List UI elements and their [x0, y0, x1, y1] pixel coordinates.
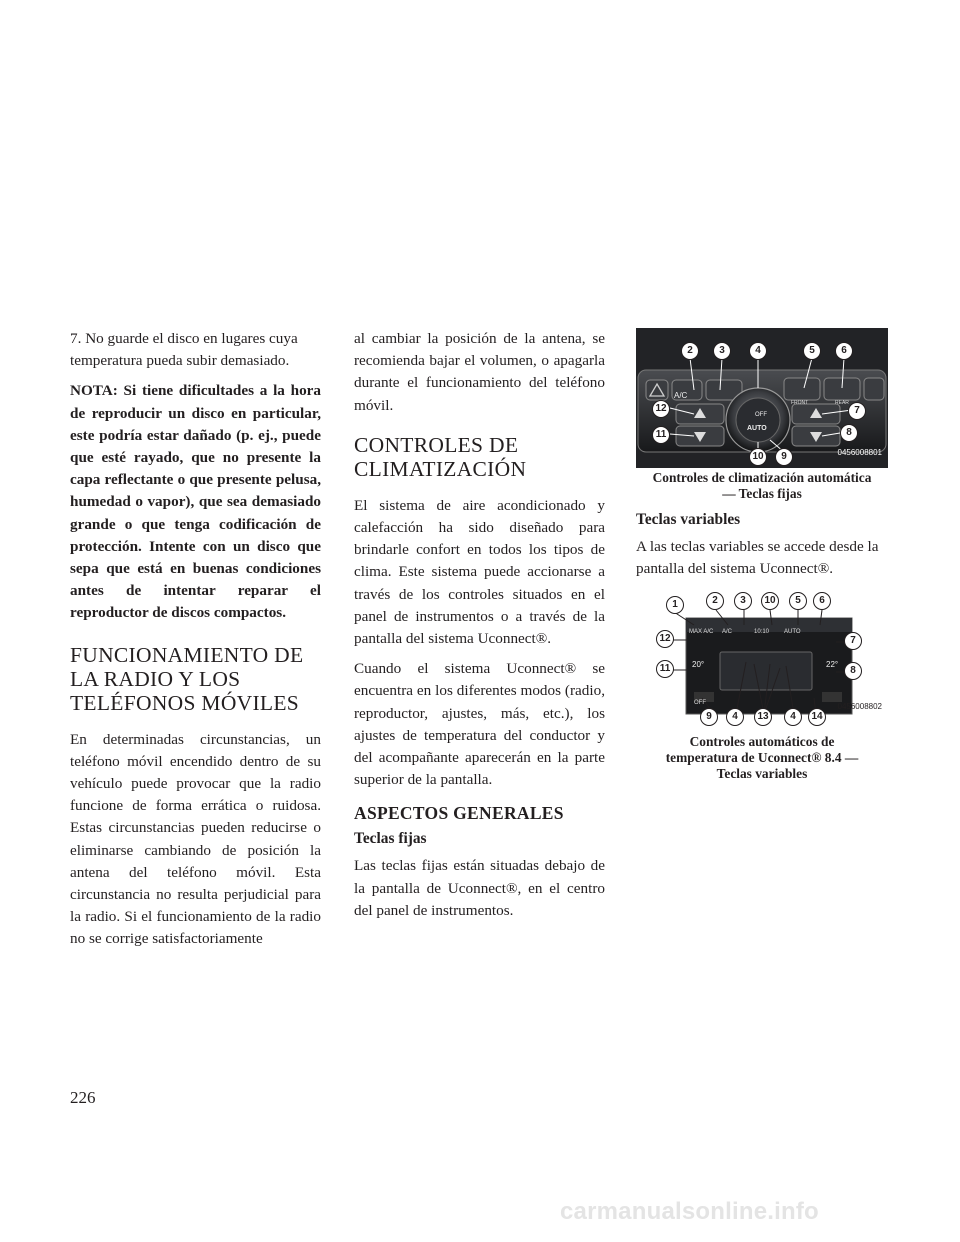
- column-right: [636, 328, 888, 782]
- screen-left-temp: 20°: [692, 660, 705, 670]
- column-middle: [354, 328, 605, 930]
- callout-3b: 3: [734, 592, 752, 610]
- auto-button-label: AUTO: [747, 425, 767, 432]
- callout-11b: 11: [656, 660, 674, 678]
- callout-7: 7: [848, 402, 866, 420]
- front-button-label: FRONT: [791, 400, 809, 406]
- column-left: [70, 328, 321, 959]
- subheading-fixed-keys: Teclas fijas: [354, 830, 427, 848]
- callout-6b: 6: [813, 592, 831, 610]
- subheading-variable-keys: Teclas variables: [636, 511, 741, 528]
- antenna-continuation: al cambiar la posición de la antena, se recomienda bajar el volumen, o apagarla durante el funcionamiento del teléfono móvil.: [354, 330, 605, 414]
- callout-5: 5: [803, 342, 821, 360]
- screen-off: OFF: [694, 700, 706, 707]
- section-heading-radio: FUNCIONAMIENTO DE LA RADIO Y LOS TELÉFONOS MÓVILES: [70, 642, 304, 715]
- callout-12: 12: [652, 400, 670, 418]
- callout-9b: 9: [700, 708, 718, 726]
- figure-code-1: 0456008801: [837, 447, 882, 457]
- rear-button-label: REAR: [835, 400, 849, 406]
- screen-auto: AUTO: [784, 629, 801, 636]
- callout-10: 10: [749, 448, 767, 466]
- ac-button-label: A/C: [674, 391, 688, 400]
- callout-2: 2: [681, 342, 699, 360]
- climate-paragraph-2: Cuando el sistema Uconnect® se encuentra en los diferentes modos (radio, reproductor, ajustes, más, etc.), los ajustes de temperatura del conductor y del acompañante aparecerán en la parte superior de la pantalla.: [354, 660, 605, 789]
- figure-fixed-keys: [636, 328, 888, 468]
- callout-4c: 4: [784, 708, 802, 726]
- section-heading-climate: CONTROLES DE CLIMATIZACIÓN: [354, 432, 527, 481]
- callout-10b: 10: [761, 592, 779, 610]
- callout-8: 8: [840, 424, 858, 442]
- screen-ac: A/C: [722, 629, 733, 636]
- callout-1: 1: [666, 596, 684, 614]
- screen-time: 10:10: [754, 629, 770, 636]
- subheading-general: ASPECTOS GENERALES: [354, 803, 564, 824]
- caption-variable-keys: Controles automáticos de temperatura de Uconnect® 8.4 — Teclas variables: [665, 734, 859, 782]
- callout-4b: 4: [726, 708, 744, 726]
- callout-6: 6: [835, 342, 853, 360]
- caption-fixed-keys: Controles de climatización automática — Teclas fijas: [652, 470, 872, 501]
- figure-variable-keys: [636, 588, 888, 728]
- callout-3: 3: [713, 342, 731, 360]
- callout-11: 11: [652, 426, 670, 444]
- item-7: 7. No guarde el disco en lugares cuya temperatura pueda subir demasiado.: [70, 330, 298, 370]
- screen-right-temp: 22°: [826, 660, 839, 670]
- climate-paragraph-1: El sistema de aire acondicionado y calefacción ha sido diseñado para brindarle confort en todos los tipos de clima. Este sistema puede accionarse a través de los controles situados en el panel de instrumentos o a través de la pantalla del sistema Uconnect®.: [354, 496, 605, 648]
- figure-code-2: 0456008802: [837, 702, 882, 712]
- callout-8b: 8: [844, 662, 862, 680]
- screen-maxac: MAX A/C: [689, 629, 714, 636]
- callout-4: 4: [749, 342, 767, 360]
- variable-keys-paragraph: A las teclas variables se accede desde la pantalla del sistema Uconnect®.: [636, 538, 879, 578]
- radio-paragraph: En determinadas circunstancias, un teléfono móvil encendido dentro de su vehículo puede provocar que la radio funcione de forma errática o ruidosa. Estas circunstancias pueden reducirse o eliminarse cambiando de posición la antena del teléfono móvil. Esta circunstancia no resulta perjudicial para la radio. Si el funcionamiento de la radio no se corrige satisfactoriamente: [70, 730, 321, 948]
- callout-9: 9: [775, 448, 793, 466]
- callout-13: 13: [754, 708, 772, 726]
- callout-2b: 2: [706, 592, 724, 610]
- off-button-label: OFF: [755, 412, 767, 418]
- callout-14: 14: [808, 708, 826, 726]
- note-paragraph: NOTA: Si tiene dificultades a la hora de reproducir un disco en particular, este podría estar dañado (p. ej., puede que esté rayado, que no presente la capa reflectante o que presente pelusa, humedad o vapor), que sea demasiado grande o que tenga codificación de protección. Intente con un disco que sepa que está en buenas condiciones antes de intentar reparar el reproductor de discos compactos.: [70, 382, 321, 622]
- page-number: 226: [70, 1088, 96, 1107]
- fixed-keys-paragraph: Las teclas fijas están situadas debajo de la pantalla de Uconnect®, en el centro del panel de instrumentos.: [354, 857, 605, 919]
- callout-5b: 5: [789, 592, 807, 610]
- callout-7b: 7: [844, 632, 862, 650]
- watermark: carmanualsonline.info: [560, 1198, 819, 1225]
- callout-12b: 12: [656, 630, 674, 648]
